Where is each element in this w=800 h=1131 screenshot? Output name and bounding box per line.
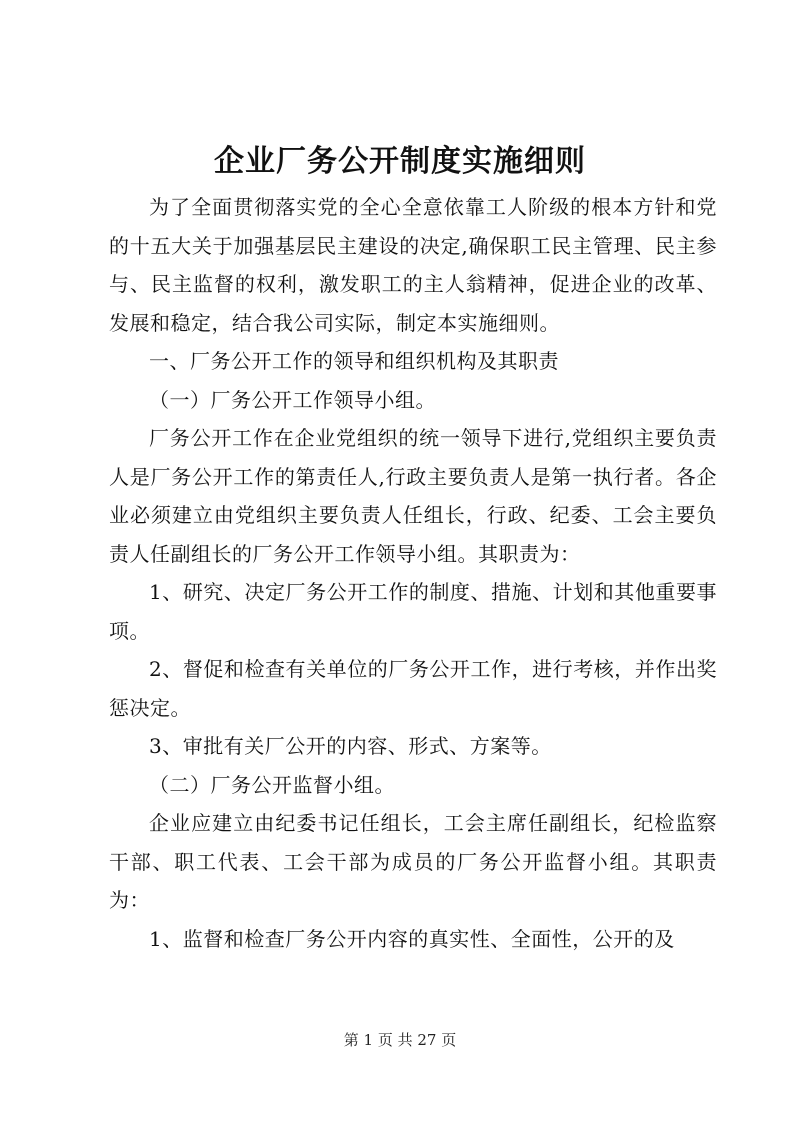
paragraph-2: 厂务公开工作在企业党组织的统一领导下进行,党组织主要负责人是厂务公开工作的第责任人,行政主要负责人是第一执行者。各企业必须建立由党组织主要负责人任组长，行政、纪委、工会主要负责人任副组长的厂务公开工作领导小组。其职责为： [109, 426, 717, 566]
list-item-2: 2、督促和检查有关单位的厂务公开工作，进行考核，并作出奖惩决定。 [109, 657, 717, 720]
document-body [109, 188, 717, 958]
subsection-heading-2: （二）厂务公开监督小组。 [149, 772, 395, 797]
document-title: 企业厂务公开制度实施细则 [214, 144, 586, 179]
list-item-1: 1、研究、决定厂务公开工作的制度、措施、计划和其他重要事项。 [109, 580, 717, 643]
paragraph-3: 企业应建立由纪委书记任组长，工会主席任副组长，纪检监察干部、职工代表、工会干部为成员的厂务公开监督小组。其职责为： [109, 811, 717, 912]
list-item-3: 3、审批有关厂公开的内容、形式、方案等。 [149, 734, 552, 758]
page-footer: 第 1 页 共 27 页 [343, 1031, 457, 1049]
list-item-4: 1、监督和检查厂务公开内容的真实性、全面性，公开的及 [149, 926, 675, 951]
subsection-heading-1: （一）厂务公开工作领导小组。 [149, 387, 436, 412]
paragraph-1: 为了全面贯彻落实党的全心全意依靠工人阶级的根本方针和党的十五大关于加强基层民主建设的决定,确保职工民主管理、民主参与、民主监督的权利，激发职工的主人翁精神，促进企业的改革、发展和稳定，结合我公司实际，制定本实施细则。 [109, 195, 717, 335]
section-heading-1: 一、厂务公开工作的领导和组织机构及其职责 [149, 349, 559, 373]
